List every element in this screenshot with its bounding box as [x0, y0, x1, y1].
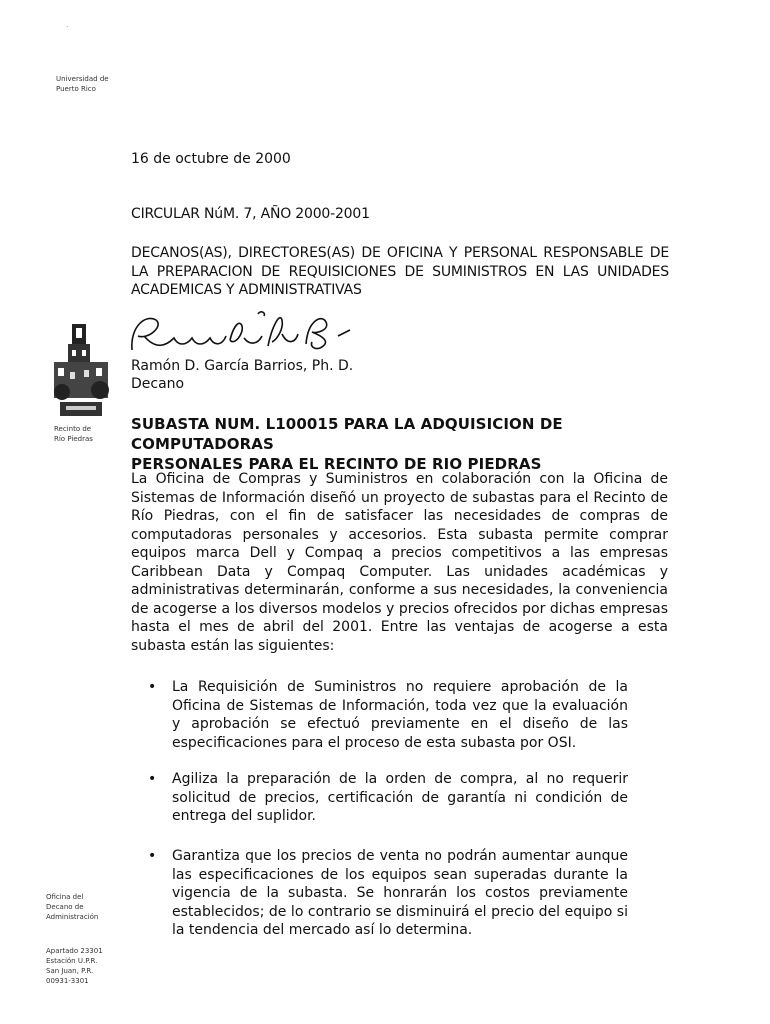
office-line: Oficina del: [46, 893, 84, 901]
signer-title: Decano: [131, 376, 185, 392]
list-item: [148, 770, 628, 826]
signature-icon: [126, 306, 356, 362]
campus-line: Recinto de: [54, 425, 92, 433]
subject-heading: [131, 414, 671, 474]
circular-number: CIRCULAR NúM. 7, AÑO 2000-2001: [131, 206, 370, 222]
address-line: Apartado 23301: [46, 947, 103, 955]
office-name: [46, 892, 98, 922]
list-item-text: Agiliza la preparación de la orden de compra, al no requerir solicitud de precios, certificación de garantía ni condición de entrega del suplidor.: [172, 771, 628, 824]
bullet-icon: •: [148, 771, 157, 787]
bullet-icon: •: [148, 848, 157, 864]
office-line: Administración: [46, 913, 99, 921]
address-line: San Juan, P.R.: [46, 967, 94, 975]
university-seal-icon: [50, 322, 112, 418]
list-item-text: Garantiza que los precios de venta no podrán aumentar aunque las especificaciones de los equipos sean superadas durante la vigencia de la subasta. Se honrarán los costos previamente establecidos; de lo contrario se disminuirá el precio del equipo si la tendencia del mercado así lo determina.: [172, 848, 628, 938]
subject-line: SUBASTA NUM. L100015 PARA LA ADQUISICION DE COMPUTADORAS: [131, 415, 563, 453]
campus-name: [54, 424, 93, 444]
bullet-icon: •: [148, 679, 157, 695]
address-line: Estación U.P.R.: [46, 957, 98, 965]
mailing-address: [46, 946, 103, 986]
address-line: 00931-3301: [46, 977, 89, 985]
subject-line: PERSONALES PARA EL RECINTO DE RIO PIEDRAS: [131, 455, 542, 473]
list-item-text: La Requisición de Suministros no requiere aprobación de la Oficina de Sistemas de Información, toda vez que la evaluación y aprobación se efectuó previamente en el diseño de las especificaciones para el proceso de esta subasta por OSI.: [172, 679, 628, 751]
campus-line: Río Piedras: [54, 435, 93, 443]
recipients: DECANOS(AS), DIRECTORES(AS) DE OFICINA Y PERSONAL RESPONSABLE DE LA PREPARACION DE REQUISICIONES DE SUMINISTROS EN LAS UNIDADES ACADEMICAS Y ADMINISTRATIVAS: [131, 245, 669, 298]
signer-name: Ramón D. García Barrios, Ph. D.: [131, 358, 354, 374]
list-item: [148, 847, 628, 940]
list-item: [148, 678, 628, 752]
institution-line: Universidad de: [56, 75, 109, 83]
scan-mark: .: [66, 20, 69, 29]
office-line: Decano de: [46, 903, 84, 911]
institution-line: Puerto Rico: [56, 85, 96, 93]
body-paragraph: La Oficina de Compras y Suministros en colaboración con la Oficina de Sistemas de Información diseñó un proyecto de subastas para el Recinto de Río Piedras, con el fin de satisfacer las necesidades de compras de computadoras personales y accesorios. Esta subasta permite comprar equipos marca Dell y Compaq a precios competitivos a las empresas Caribbean Data y Compaq Computer. Las unidades académicas y administrativas determinarán, conforme a sus necesidades, la conveniencia de acogerse a los diversos modelos y precios ofrecidos por dichas empresas hasta el mes de abril del 2001. Entre las ventajas de acogerse a esta subasta están las siguientes:: [131, 471, 668, 654]
letter-date: 16 de octubre de 2000: [131, 151, 291, 167]
institution-name: [56, 74, 109, 94]
